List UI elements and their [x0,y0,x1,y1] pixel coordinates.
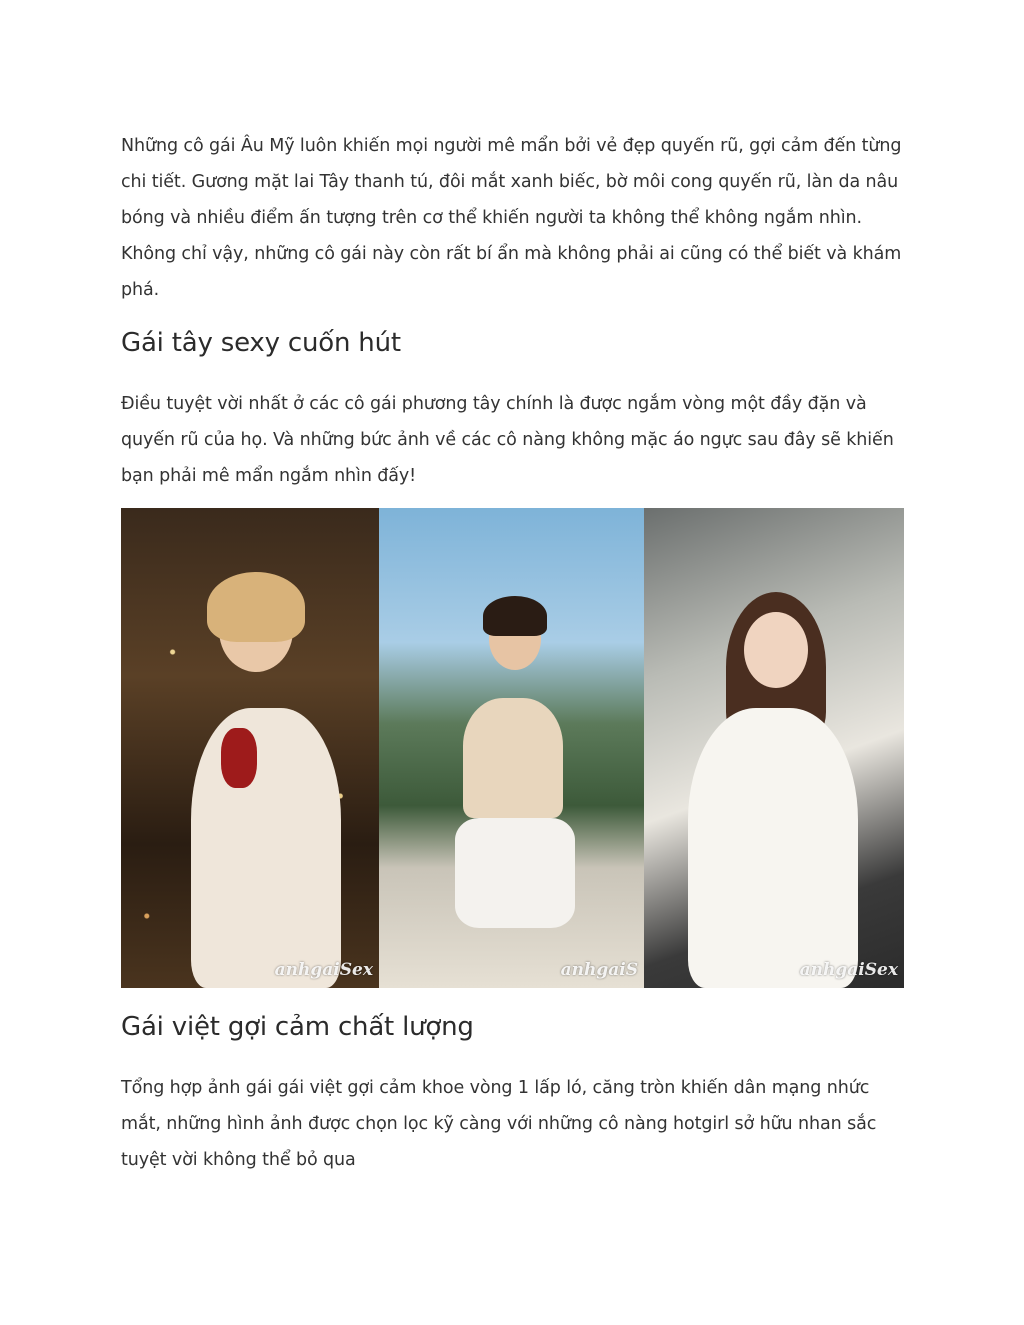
photo-rose [221,728,257,788]
section-heading-vietnamese: Gái việt gợi cảm chất lượng [121,1012,474,1042]
section-heading-western: Gái tây sexy cuốn hút [121,328,401,358]
photo-woman-mountain [379,508,644,988]
photo-figure-face [744,612,808,688]
article [121,128,911,1178]
photo-figure-hair [207,572,305,642]
photo-watermark: anhgaiSex [274,960,373,980]
section-paragraph-western: Điều tuyệt vời nhất ở các cô gái phương tây chính là được ngắm vòng một đầy đặn và quyến rũ của họ. Và những bức ảnh về các cô nàng không mặc áo ngực sau đây sẽ khiến bạn phải mê mẩn ngắm nhìn đấy! [121,394,894,486]
section-paragraph-vietnamese: Tổng hợp ảnh gái gái việt gợi cảm khoe vòng 1 lấp ló, căng tròn khiến dân mạng nhức mắt, những hình ảnh được chọn lọc kỹ càng với những cô nàng hotgirl sở hữu nhan sắc tuyệt vời không thể bỏ qua [121,1078,877,1170]
intro-paragraph: Những cô gái Âu Mỹ luôn khiến mọi người mê mẩn bởi vẻ đẹp quyến rũ, gợi cảm đến từng chi tiết. Gương mặt lai Tây thanh tú, đôi mắt xanh biếc, bờ môi cong quyến rũ, làn da nâu bóng và nhiều điểm ấn tượng trên cơ thể khiến người ta không thể không ngắm nhìn. Không chỉ vậy, những cô gái này còn rất bí ẩn mà không phải ai cũng có thể biết và khám phá. [121,136,902,300]
photo-woman-night-city [121,508,379,988]
photo-figure-skirt [455,818,575,928]
photo-watermark: anhgaiSex [799,960,898,980]
photo-figure-top [463,698,563,818]
photo-figure-dress [688,708,858,988]
photo-figure-dress [191,708,341,988]
photo-collage [121,508,904,988]
photo-woman-car [644,508,904,988]
photo-figure-hair [483,596,547,636]
photo-watermark: anhgaiS [560,960,638,980]
